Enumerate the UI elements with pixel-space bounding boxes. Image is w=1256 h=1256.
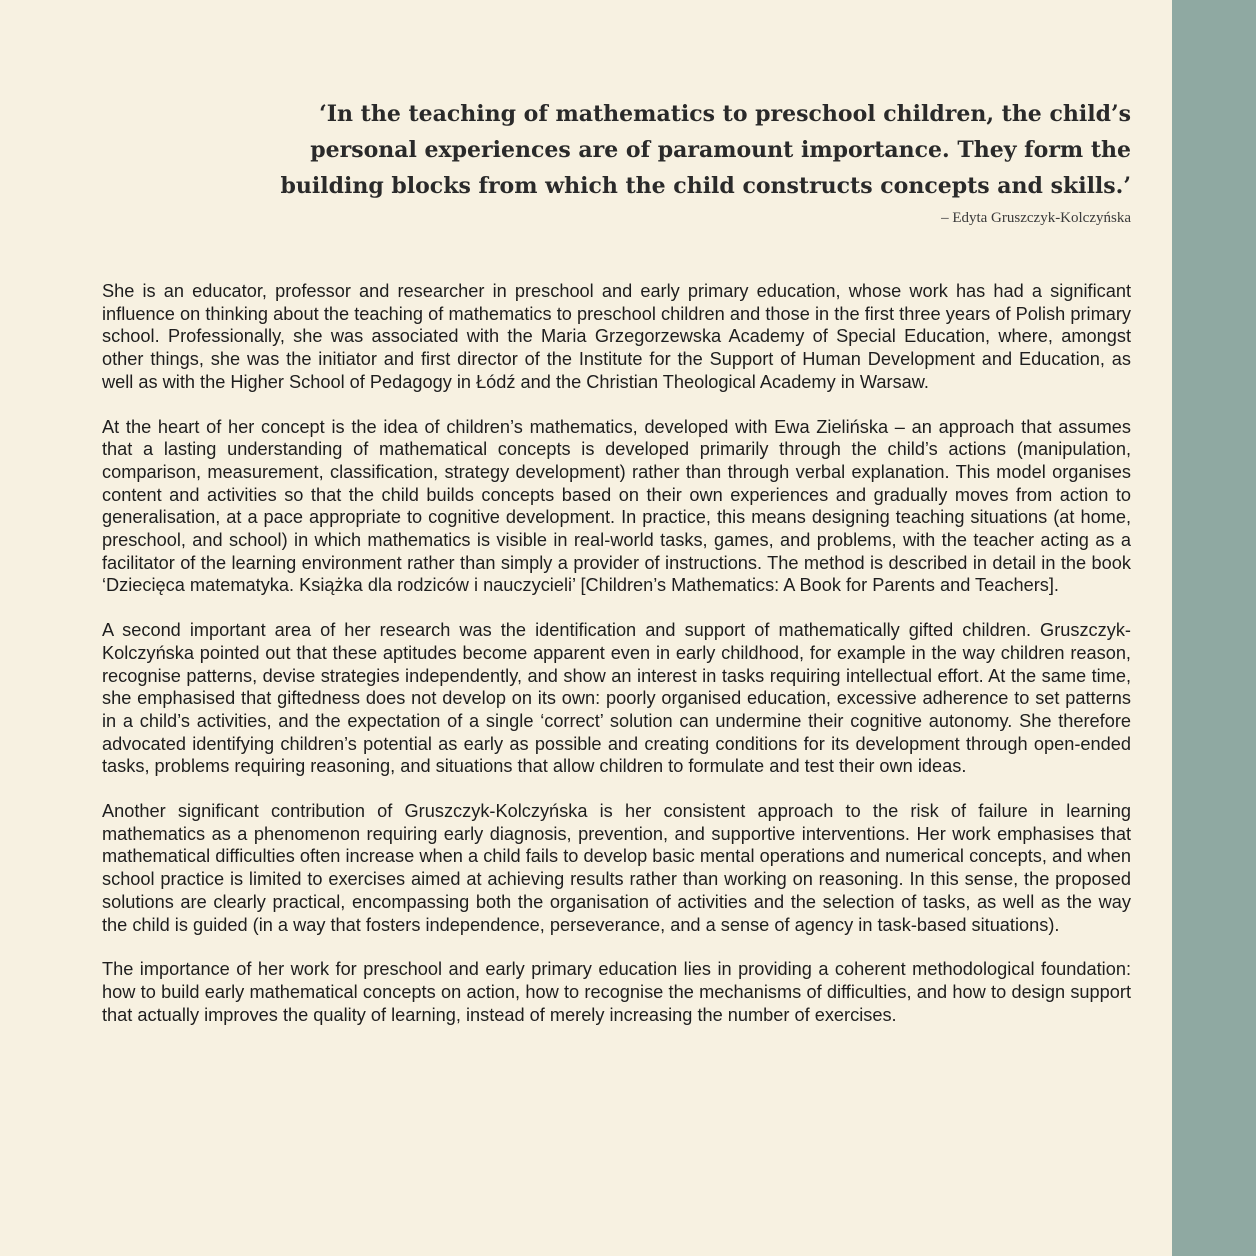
page-content (102, 0, 1131, 1256)
pull-quote: ‘In the teaching of mathematics to preschool children, the child’s personal experiences are of paramount importance. They form the building blocks from which the child constructs concepts and skills.’ (280, 101, 1131, 199)
decorative-side-bar (1172, 0, 1256, 1256)
paragraph-2: At the heart of her concept is the idea of children’s mathematics, developed with Ewa Zielińska – an approach that assumes that a lasting understanding of mathematical concepts is developed primarily through the child’s actions (manipulation, comparison, measurement, classification, strategy development) rather than through verbal explanation. This model organises content and activities so that the child builds concepts based on their own experiences and gradually moves from action to generalisation, at a pace appropriate to cognitive development. In practice, this means designing teaching situations (at home, preschool, and school) in which mathematics is visible in real-world tasks, games, and problems, with the teacher acting as a facilitator of the learning environment rather than simply a provider of instructions. The method is described in detail in the book ‘Dziecięca matematyka. Książka dla rodziców i nauczycieli’ [Children’s Mathematics: A Book for Parents and Teachers]. (102, 416, 1131, 596)
paragraph-4: Another significant contribution of Gruszczyk-Kolczyńska is her consistent approach to the risk of failure in learning mathematics as a phenomenon requiring early diagnosis, prevention, and supportive interventions. Her work emphasises that mathematical difficulties often increase when a child fails to develop basic mental operations and numerical concepts, and when school practice is limited to exercises aimed at achieving results rather than working on reasoning. In this sense, the proposed solutions are clearly practical, encompassing both the organisation of activities and the selection of tasks, as well as the way the child is guided (in a way that fosters independence, perseverance, and a sense of agency in task-based situations). (102, 801, 1131, 935)
article-body (102, 280, 1131, 1026)
paragraph-3: A second important area of her research was the identification and support of mathematically gifted children. Gruszczyk-Kolczyńska pointed out that these aptitudes become apparent even in early childhood, for example in the way children reason, recognise patterns, devise strategies independently, and show an interest in tasks requiring intellectual effort. At the same time, she emphasised that giftedness does not develop on its own: poorly organised education, excessive adherence to set patterns in a child’s activities, and the expectation of a single ‘correct’ solution can undermine their cognitive autonomy. She therefore advocated identifying children’s potential as early as possible and creating conditions for its development through open-ended tasks, problems requiring reasoning, and situations that allow children to formulate and test their own ideas. (102, 620, 1131, 777)
paragraph-1: She is an educator, professor and researcher in preschool and early primary education, whose work has had a significant influence on thinking about the teaching of mathematics to preschool children and those in the first three years of Polish primary school. Professionally, she was associated with the Maria Grzegorzewska Academy of Special Education, where, amongst other things, she was the initiator and first director of the Institute for the Support of Human Development and Education, as well as with the Higher School of Pedagogy in Łódź and the Christian Theological Academy in Warsaw. (102, 281, 1131, 392)
quote-attribution: – Edyta Gruszczyk-Kolczyńska (941, 210, 1131, 226)
paragraph-5: The importance of her work for preschool and early primary education lies in providing a coherent methodological foundation: how to build early mathematical concepts on action, how to recognise the mechanisms of difficulties, and how to design support that actually improves the quality of learning, instead of merely increasing the number of exercises. (102, 959, 1131, 1025)
